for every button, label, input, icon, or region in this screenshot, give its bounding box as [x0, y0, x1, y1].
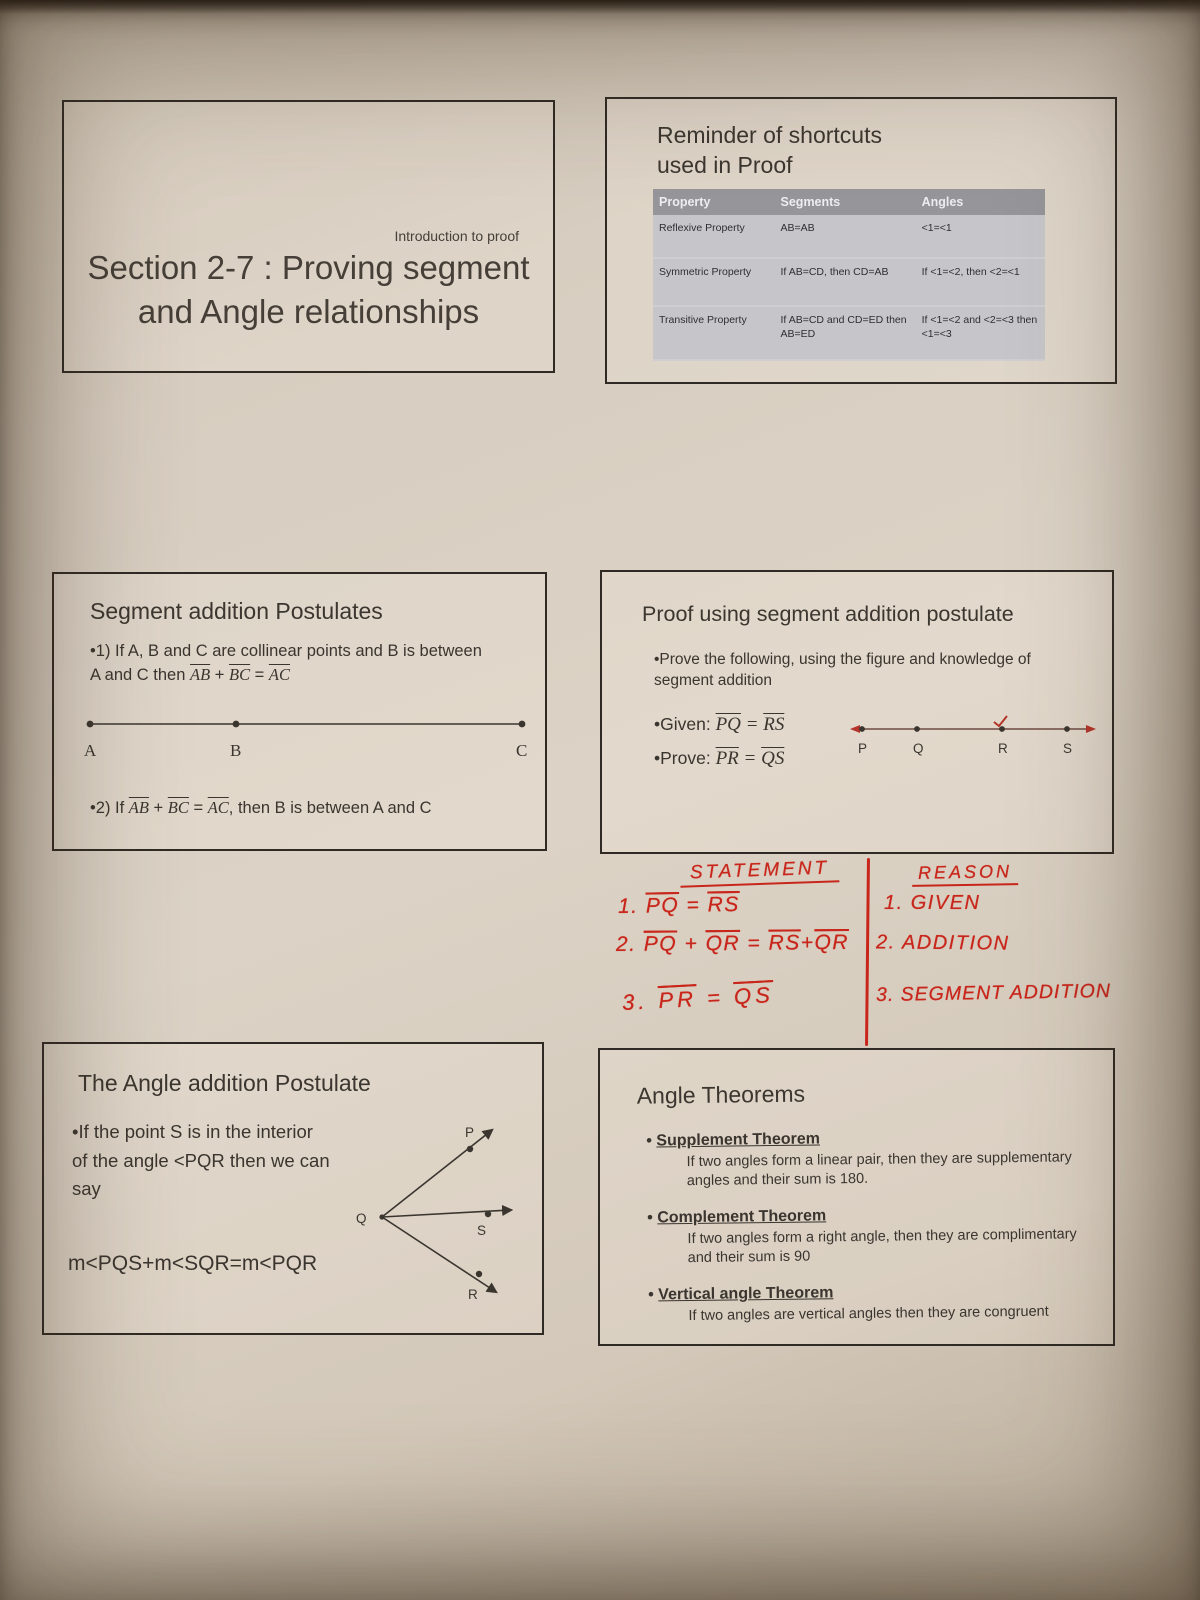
slide-shortcuts — [605, 97, 1117, 384]
prove-label: •Prove: — [654, 748, 716, 768]
reason-1: 1. GIVEN — [884, 892, 981, 914]
point-a-label: A — [84, 741, 97, 760]
reason-3: 3. SEGMENT ADDITION — [875, 979, 1112, 1007]
red-check-mark — [994, 716, 1007, 726]
header-angles: Angles — [916, 189, 1045, 215]
slide-angle-addition — [42, 1042, 544, 1335]
table-header-row — [653, 189, 1045, 215]
theorem-list — [639, 1127, 1104, 1345]
theorem-body: If two angles form a linear pair, then they are supplementary angles and their sum is 180. — [686, 1149, 1072, 1189]
angle-rays-diagram — [324, 1099, 539, 1331]
prove-math: $\overline{PR} = \overline{QS}$ — [715, 748, 785, 769]
table-row-transitive — [653, 306, 1045, 360]
shortcuts-title — [657, 121, 882, 181]
theorem-item-complement — [640, 1204, 1103, 1268]
cell-angles: <1=<1 — [916, 215, 1045, 258]
theorem-item-vertical — [641, 1281, 1103, 1326]
segment-line-diagram — [54, 710, 549, 770]
point-p-label: P — [858, 741, 868, 756]
ray-s-label: S — [477, 1223, 487, 1238]
angle-theorems-title: Angle Theorems — [636, 1080, 806, 1109]
cell-property: Transitive Property — [653, 306, 775, 360]
intro-title-line2: and Angle relationships — [137, 292, 480, 330]
table-row-symmetric — [653, 258, 1045, 306]
slide-proof-segment-addition — [600, 570, 1114, 854]
intro-title — [64, 246, 553, 333]
point-r-dot — [999, 726, 1005, 732]
header-segments: Segments — [775, 189, 916, 215]
postulate-2-text: •2) If $\overline{AB} + \overline{BC} = \overline{AC}$, then B is between A and C — [90, 798, 432, 817]
given-label: •Given: — [654, 714, 716, 734]
slide-angle-theorems — [598, 1048, 1115, 1346]
bullet: • — [646, 1132, 657, 1150]
point-s-label: S — [1063, 741, 1073, 756]
theorem-heading: • Complement Theorem — [647, 1207, 827, 1227]
point-r-dot — [476, 1271, 482, 1277]
point-s-dot — [1064, 726, 1070, 732]
point-s-dot — [485, 1211, 491, 1217]
intro-kicker: Introduction to proof — [394, 228, 519, 244]
angle-addition-body: •If the point S is in the interior of the angle <PQR then we can say — [72, 1121, 330, 1200]
slide-segment-postulates — [52, 572, 547, 851]
vertex-q-label: Q — [356, 1211, 367, 1226]
given-math: $\overline{PQ} = \overline{RS}$ — [715, 714, 785, 735]
shortcuts-table — [653, 189, 1045, 361]
cell-angles: If <1=<2 and <2=<3 then <1=<3 — [916, 306, 1045, 360]
ray-r-label: R — [468, 1287, 478, 1302]
reason-column-header: REASON — [912, 861, 1018, 887]
cell-segments: If AB=CD, then CD=AB — [775, 258, 916, 306]
angle-addition-title: The Angle addition Postulate — [78, 1070, 371, 1096]
point-a-dot — [87, 721, 94, 728]
point-b-label: B — [230, 741, 242, 760]
statement-1: 1. $\overline{PQ} = \overline{RS}$ — [617, 892, 741, 919]
point-r-label: R — [998, 741, 1008, 756]
cell-angles: If <1=<2, then <2=<1 — [916, 258, 1045, 306]
cell-property: Reflexive Property — [653, 215, 775, 258]
bullet: • — [647, 1209, 658, 1227]
proof-title: Proof using segment addition postulate — [642, 602, 1014, 626]
proof-column-divider-line — [865, 858, 870, 1046]
slide-intro — [62, 100, 555, 373]
reason-2: 2. ADDITION — [875, 931, 1010, 955]
theorem-heading: • Supplement Theorem — [646, 1130, 821, 1150]
left-arrowhead — [850, 725, 860, 733]
handwritten-proof-table — [612, 858, 1160, 1050]
shortcuts-title-line1: Reminder of shortcuts — [657, 122, 882, 148]
cell-segments: AB=AB — [775, 215, 916, 258]
statement-column-header: STATEMENT — [680, 857, 840, 888]
proof-instruction: •Prove the following, using the figure and knowledge of segment addition — [654, 651, 1031, 689]
postulate-1-text: •1) If A, B and C are collinear points and B is between A and C then $\overline{AB} + \overline{BC} = \overline{AC}$ — [90, 642, 482, 685]
point-p-dot — [467, 1146, 473, 1152]
point-q-label: Q — [913, 741, 924, 756]
vertex-q-dot — [379, 1214, 384, 1219]
statement-2: 2. $\overline{PQ} + \overline{QR} = \overline{RS}+\overline{QR}$ — [615, 930, 850, 957]
statement-3: 3. $\overline{PR} = \overline{QS}$ — [621, 982, 775, 1015]
cell-property: Symmetric Property — [653, 258, 775, 306]
segment-title: Segment addition Postulates — [90, 598, 383, 624]
theorem-item-supplement — [639, 1127, 1102, 1191]
point-p-dot — [859, 726, 865, 732]
right-arrowhead — [1086, 725, 1096, 733]
point-b-dot — [233, 721, 240, 728]
point-c-dot — [519, 721, 526, 728]
theorem-heading: • Vertical angle Theorem — [648, 1284, 834, 1304]
given-line — [654, 714, 784, 736]
point-q-dot — [914, 726, 920, 732]
intro-title-line1: Section 2-7 : Proving segment — [87, 249, 530, 286]
theorem-body: If two angles form a right angle, then they are complimentary and their sum is 90 — [687, 1226, 1077, 1266]
cell-segments: If AB=CD and CD=ED then AB=ED — [775, 306, 916, 360]
ray-p-label: P — [465, 1125, 475, 1140]
angle-addition-formula: m<PQS+m<SQR=m<PQR — [68, 1252, 318, 1275]
bullet: • — [648, 1286, 659, 1304]
header-property: Property — [653, 189, 775, 215]
pqrs-line-diagram — [847, 715, 1099, 767]
table-row-reflexive — [653, 215, 1045, 258]
theorem-body: If two angles are vertical angles then they are congruent — [688, 1303, 1049, 1325]
point-c-label: C — [516, 741, 528, 760]
prove-line — [654, 748, 784, 770]
shortcuts-title-line2: used in Proof — [657, 151, 793, 178]
